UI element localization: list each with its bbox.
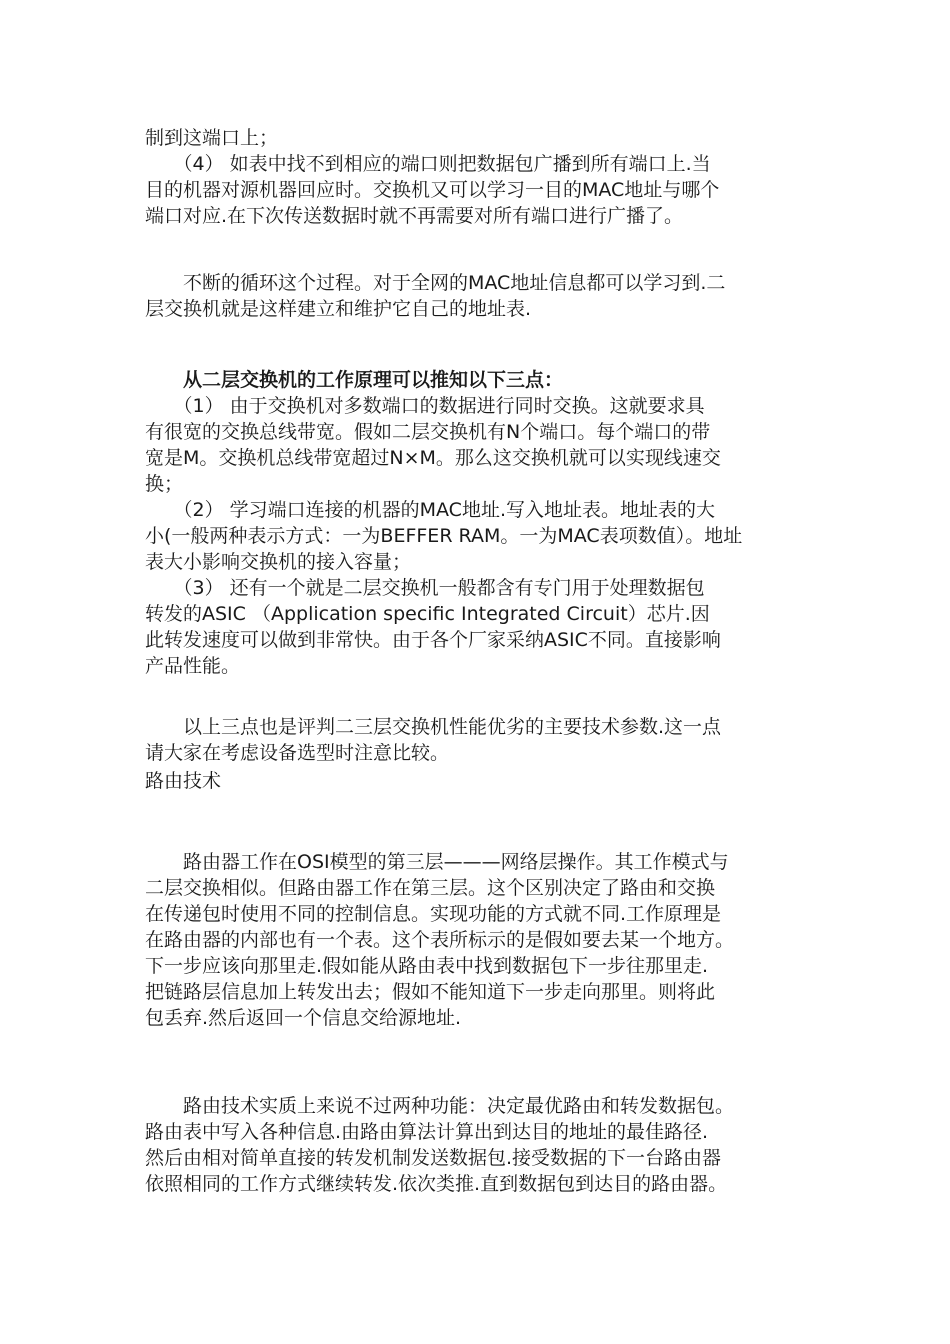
text-line: 路由器工作在OSI模型的第三层———网络层操作。其工作模式与 [145, 851, 729, 873]
text-line: （4） 如表中找不到相应的端口则把数据包广播到所有端口上.当 [145, 153, 711, 175]
text-line: 路由表中写入各种信息.由路由算法计算出到达目的地址的最佳路径. [145, 1121, 709, 1143]
text-line: 制到这端口上； [145, 127, 279, 149]
text-line: （1） 由于交换机对多数端口的数据进行同时交换。这就要求具 [145, 395, 705, 417]
text-line: 请大家在考虑设备选型时注意比较。 [145, 742, 450, 764]
text-line: 转发的ASIC （Application specific Integrated Circuit）芯片.因 [145, 603, 710, 625]
text-line: 表大小影响交换机的接入容量； [145, 551, 412, 573]
router-paragraph [145, 849, 805, 1031]
text-line: 包丢弃.然后返回一个信息交给源地址. [145, 1007, 462, 1029]
section-heading: 路由技术 [145, 770, 222, 792]
text-line: 然后由相对简单直接的转发机制发送数据包.接受数据的下一台路由器 [145, 1147, 722, 1169]
text-line: 路由技术实质上来说不过两种功能：决定最优路由和转发数据包。 [145, 1095, 735, 1117]
text-line: 依照相同的工作方式继续转发.依次类推.直到数据包到达目的路由器。 [145, 1173, 728, 1195]
text-line: （3） 还有一个就是二层交换机一般都含有专门用于处理数据包 [145, 577, 705, 599]
routing-heading [145, 768, 805, 794]
text-line: 宽是M。交换机总线带宽超过N×M。那么这交换机就可以实现线速交 [145, 447, 721, 469]
text-line: 换； [145, 473, 184, 495]
switch-steps-continuation [145, 125, 805, 229]
text-line: 在传递包时使用不同的控制信息。实现功能的方式就不同.工作原理是 [145, 903, 722, 925]
loop-paragraph [145, 270, 805, 322]
text-line: 此转发速度可以做到非常快。由于各个厂家采纳ASIC不同。直接影响 [145, 629, 721, 651]
text-line: 层交换机就是这样建立和维护它自己的地址表. [145, 298, 532, 320]
text-line: 不断的循环这个过程。对于全网的MAC地址信息都可以学习到.二 [145, 272, 726, 294]
text-line: 在路由器的内部也有一个表。这个表所标示的是假如要去某一个地方。 [145, 929, 735, 951]
text-line: 二层交换相似。但路由器工作在第三层。这个区别决定了路由和交换 [145, 877, 716, 899]
text-line: 端口对应.在下次传送数据时就不再需要对所有端口进行广播了。 [145, 205, 684, 227]
text-line: 有很宽的交换总线带宽。假如二层交换机有N个端口。每个端口的带 [145, 421, 711, 443]
text-line: 产品性能。 [145, 655, 241, 677]
text-line: 以上三点也是评判二三层交换机性能优劣的主要技术参数.这一点 [145, 716, 722, 738]
summary-paragraph [145, 714, 805, 766]
text-line: 把链路层信息加上转发出去；假如不能知道下一步走向那里。则将此 [145, 981, 716, 1003]
text-line: （2） 学习端口连接的机器的MAC地址.写入地址表。地址表的大 [145, 499, 715, 521]
text-line: 小(一般两种表示方式：一为BEFFER RAM。一为MAC表项数值）。地址 [145, 525, 743, 547]
three-points-section [145, 367, 805, 679]
section-heading: 从二层交换机的工作原理可以推知以下三点： [145, 369, 564, 391]
text-line: 下一步应该向那里走.假如能从路由表中找到数据包下一步往那里走. [145, 955, 709, 977]
text-line: 目的机器对源机器回应时。交换机又可以学习一目的MAC地址与哪个 [145, 179, 720, 201]
routing-function-paragraph [145, 1093, 805, 1197]
